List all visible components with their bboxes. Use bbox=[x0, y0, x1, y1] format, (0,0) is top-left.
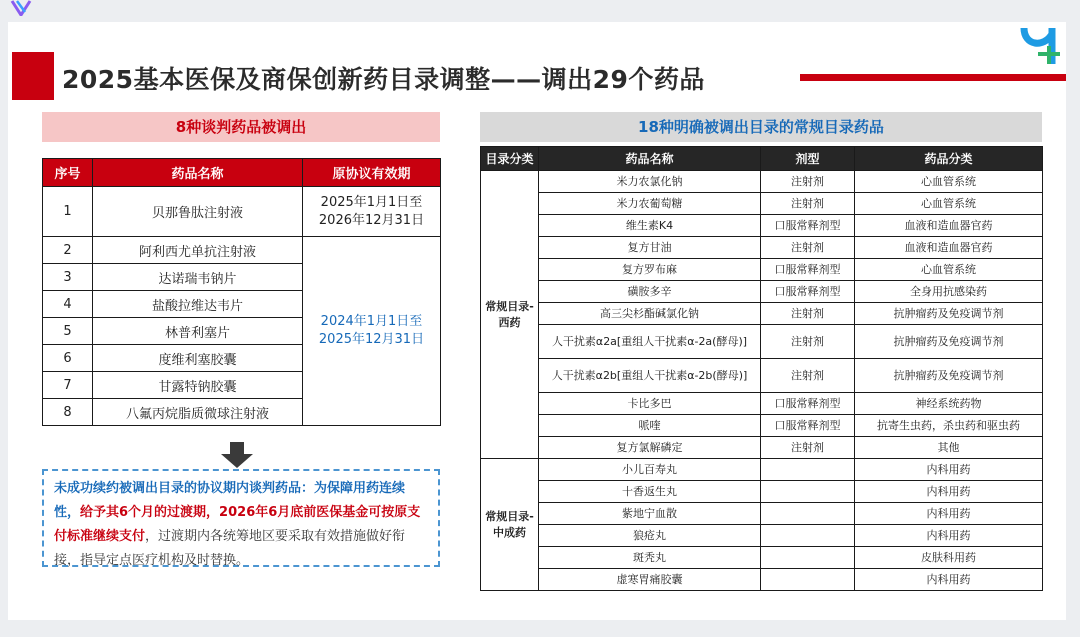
dosage-form bbox=[761, 481, 855, 503]
row-no: 7 bbox=[43, 372, 93, 399]
category-label: 常规目录- 中成药 bbox=[485, 509, 534, 539]
drug-class: 其他 bbox=[855, 437, 1043, 459]
col-header-dosage-form: 剂型 bbox=[761, 147, 855, 171]
drug-class: 心血管系统 bbox=[855, 259, 1043, 281]
row-no: 3 bbox=[43, 264, 93, 291]
drug-class: 内科用药 bbox=[855, 503, 1043, 525]
validity-text: 2024年1月1日至 2025年12月31日 bbox=[318, 314, 425, 347]
dosage-form: 口服常释剂型 bbox=[761, 259, 855, 281]
category-tcm bbox=[481, 459, 539, 591]
col-header-drug-name: 药品名称 bbox=[539, 147, 761, 171]
note-highlight: 给予其6个月的过渡期，2026年6月底前医保基金可按原支付标准继续支付 bbox=[54, 505, 421, 544]
col-header-drug-class: 药品分类 bbox=[855, 147, 1043, 171]
drug-name: 达诺瑞韦钠片 bbox=[93, 264, 303, 291]
category-western bbox=[481, 171, 539, 459]
slide-title: 2025基本医保及商保创新药目录调整——调出29个药品 bbox=[62, 65, 705, 94]
note-tail: ，过渡期内各统筹地区要采取有效措施做好衔接，指导定点医疗机构及时替换。 bbox=[54, 529, 406, 568]
row-no: 1 bbox=[43, 187, 93, 237]
drug-name: 小儿百寿丸 bbox=[539, 459, 761, 481]
dosage-form: 注射剂 bbox=[761, 325, 855, 359]
drug-class: 抗寄生虫药，杀虫药和驱虫药 bbox=[855, 415, 1043, 437]
table-row bbox=[481, 303, 1043, 325]
table-row bbox=[481, 281, 1043, 303]
drug-class: 心血管系统 bbox=[855, 171, 1043, 193]
table-row bbox=[481, 415, 1043, 437]
dosage-form: 口服常释剂型 bbox=[761, 281, 855, 303]
drug-class: 内科用药 bbox=[855, 459, 1043, 481]
drug-name: 八氟丙烷脂质微球注射液 bbox=[93, 399, 303, 426]
drug-class: 血液和造血器官药 bbox=[855, 215, 1043, 237]
drug-name: 阿利西尤单抗注射液 bbox=[93, 237, 303, 264]
validity-period bbox=[303, 187, 441, 237]
drug-name: 复方甘油 bbox=[539, 237, 761, 259]
row-no: 2 bbox=[43, 237, 93, 264]
table-row bbox=[481, 325, 1043, 359]
title-rule bbox=[800, 74, 1066, 81]
category-label: 常规目录- 西药 bbox=[485, 299, 534, 329]
table-row bbox=[481, 215, 1043, 237]
transition-policy-note bbox=[42, 469, 440, 567]
drug-class: 抗肿瘤药及免疫调节剂 bbox=[855, 325, 1043, 359]
drug-name: 高三尖杉酯碱氯化钠 bbox=[539, 303, 761, 325]
drug-class: 内科用药 bbox=[855, 569, 1043, 591]
removed-negotiated-drugs-header: 8种谈判药品被调出 bbox=[42, 112, 440, 142]
dosage-form: 注射剂 bbox=[761, 303, 855, 325]
drug-name: 复方罗布麻 bbox=[539, 259, 761, 281]
dosage-form: 注射剂 bbox=[761, 437, 855, 459]
table-row bbox=[481, 547, 1043, 569]
regular-drugs-table bbox=[480, 146, 1043, 591]
table-row bbox=[481, 481, 1043, 503]
table-row bbox=[481, 525, 1043, 547]
drug-name: 人干扰素α2b[重组人干扰素α-2b(酵母)] bbox=[539, 359, 761, 393]
dosage-form: 注射剂 bbox=[761, 237, 855, 259]
drug-name: 紫地宁血散 bbox=[539, 503, 761, 525]
dosage-form: 口服常释剂型 bbox=[761, 393, 855, 415]
drug-name: 维生素K4 bbox=[539, 215, 761, 237]
drug-name: 哌喹 bbox=[539, 415, 761, 437]
col-header-no: 序号 bbox=[43, 159, 93, 187]
drug-class: 皮肤科用药 bbox=[855, 547, 1043, 569]
table-row bbox=[481, 237, 1043, 259]
dosage-form bbox=[761, 569, 855, 591]
validity-text: 2025年1月1日至 2026年12月31日 bbox=[318, 194, 425, 228]
drug-name: 人干扰素α2a[重组人干扰素α-2a(酵母)] bbox=[539, 325, 761, 359]
dosage-form bbox=[761, 459, 855, 481]
drug-class: 抗肿瘤药及免疫调节剂 bbox=[855, 303, 1043, 325]
drug-class: 神经系统药物 bbox=[855, 393, 1043, 415]
drug-name: 度维利塞胶囊 bbox=[93, 345, 303, 372]
brand-logo-icon bbox=[1018, 24, 1062, 72]
drug-class: 心血管系统 bbox=[855, 193, 1043, 215]
drug-name: 十香返生丸 bbox=[539, 481, 761, 503]
dosage-form bbox=[761, 525, 855, 547]
note-intro: 未成功续约被调出目录的协议期内谈判药品：为保障用药连续性， bbox=[54, 481, 406, 520]
col-header-category: 目录分类 bbox=[481, 147, 539, 171]
drug-name: 甘露特钠胶囊 bbox=[93, 372, 303, 399]
row-no: 6 bbox=[43, 345, 93, 372]
drug-name: 林普利塞片 bbox=[93, 318, 303, 345]
removed-regular-drugs-header: 18种明确被调出目录的常规目录药品 bbox=[480, 112, 1042, 142]
table-row bbox=[481, 503, 1043, 525]
table-row bbox=[481, 393, 1043, 415]
row-no: 8 bbox=[43, 399, 93, 426]
down-arrow-icon bbox=[220, 442, 254, 468]
drug-name: 贝那鲁肽注射液 bbox=[93, 187, 303, 237]
slide bbox=[8, 22, 1066, 620]
drug-class: 抗肿瘤药及免疫调节剂 bbox=[855, 359, 1043, 393]
drug-name: 斑秃丸 bbox=[539, 547, 761, 569]
drug-class: 内科用药 bbox=[855, 481, 1043, 503]
drug-name: 卡比多巴 bbox=[539, 393, 761, 415]
table-row bbox=[481, 569, 1043, 591]
table-row bbox=[43, 237, 441, 264]
table-row bbox=[481, 171, 1043, 193]
drug-name: 米力农氯化钠 bbox=[539, 171, 761, 193]
dosage-form: 口服常释剂型 bbox=[761, 415, 855, 437]
drug-name: 虚寒胃痛胶囊 bbox=[539, 569, 761, 591]
table-row bbox=[481, 459, 1043, 481]
drug-name: 米力农葡萄糖 bbox=[539, 193, 761, 215]
dosage-form: 注射剂 bbox=[761, 359, 855, 393]
dosage-form: 注射剂 bbox=[761, 193, 855, 215]
col-header-validity: 原协议有效期 bbox=[303, 159, 441, 187]
dosage-form bbox=[761, 503, 855, 525]
table-row bbox=[481, 193, 1043, 215]
dosage-form: 口服常释剂型 bbox=[761, 215, 855, 237]
title-accent-bar bbox=[12, 52, 54, 100]
drug-name: 复方氯解磷定 bbox=[539, 437, 761, 459]
negotiated-drugs-table bbox=[42, 158, 441, 426]
row-no: 5 bbox=[43, 318, 93, 345]
drug-name: 盐酸拉维达韦片 bbox=[93, 291, 303, 318]
row-no: 4 bbox=[43, 291, 93, 318]
dosage-form: 注射剂 bbox=[761, 171, 855, 193]
col-header-drug-name: 药品名称 bbox=[93, 159, 303, 187]
drug-name: 磺胺多辛 bbox=[539, 281, 761, 303]
app-logo-icon bbox=[8, 0, 34, 16]
validity-period bbox=[303, 237, 441, 426]
table-row bbox=[43, 187, 441, 237]
drug-class: 内科用药 bbox=[855, 525, 1043, 547]
table-row bbox=[481, 359, 1043, 393]
drug-name: 狼疮丸 bbox=[539, 525, 761, 547]
dosage-form bbox=[761, 547, 855, 569]
drug-class: 全身用抗感染药 bbox=[855, 281, 1043, 303]
table-row bbox=[481, 259, 1043, 281]
table-row bbox=[481, 437, 1043, 459]
drug-class: 血液和造血器官药 bbox=[855, 237, 1043, 259]
